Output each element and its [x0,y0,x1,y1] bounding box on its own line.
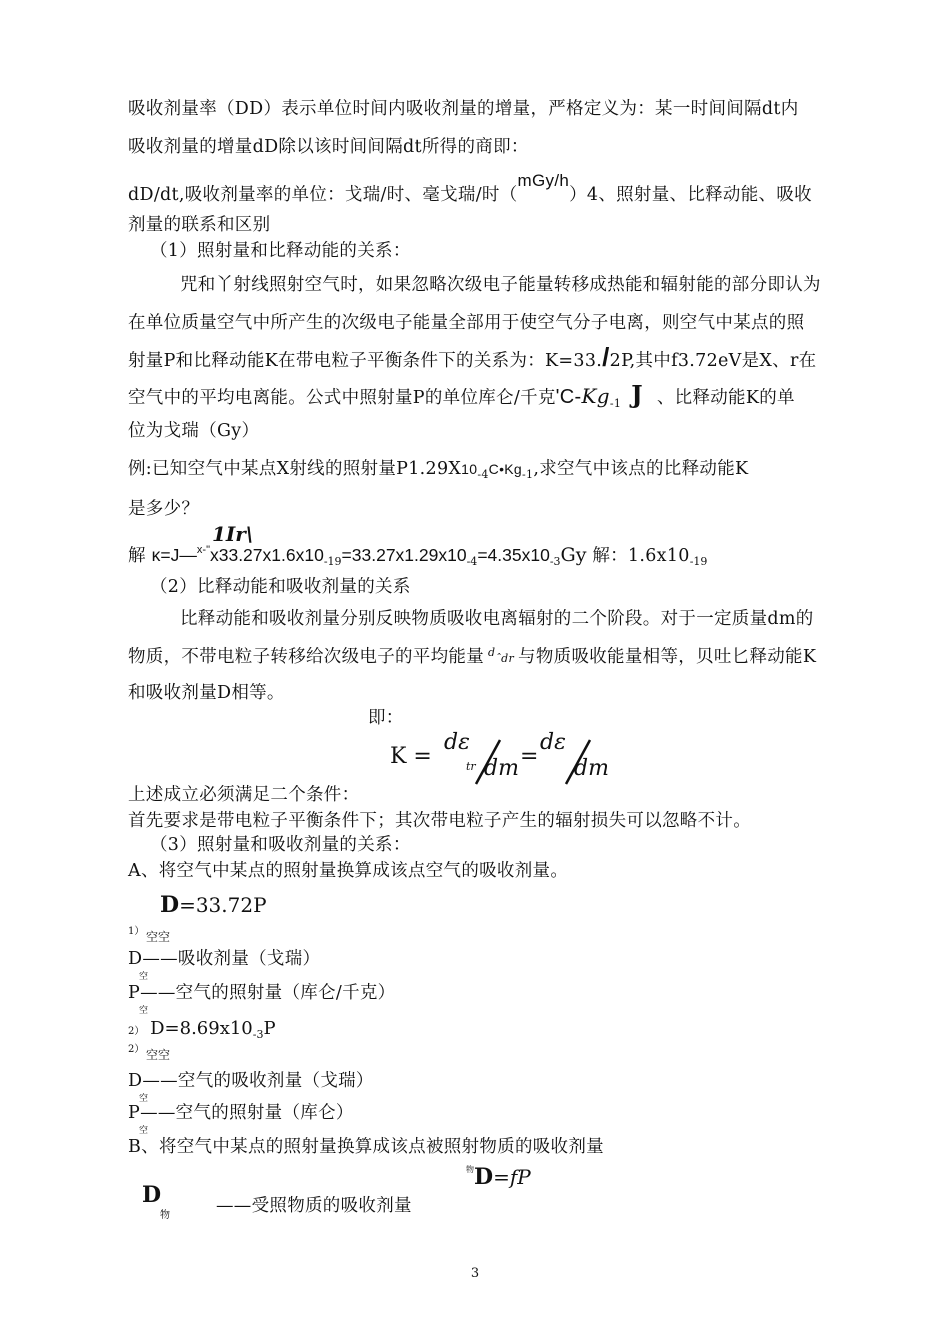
list-number: 2） [128,1044,145,1055]
text-run: 10 [461,461,478,477]
formula-line [160,892,267,918]
formula-text: D=8.69x10 [150,1018,253,1039]
paragraph-line [128,342,817,372]
formula-text: κ=J— [151,545,197,565]
unit-text: mGy/h [517,171,570,190]
unit-text: Kg [581,384,610,408]
formula-symbol: D [142,1182,162,1208]
equation-numerator: dε [444,730,470,755]
clipped-line [0,1180,950,1221]
section-heading: （2）比释动能和吸收剂量的关系 [150,577,411,597]
text-run: 解 [128,546,152,566]
paragraph-line: 吸收剂量率（DD）表示单位时间内吸收剂量的增量，严格定义为：某一时间间隔dt内 [128,99,799,119]
page-number: 3 [470,1266,480,1281]
definition-line: P——空气的照射量（库仑/千克） [128,983,396,1003]
paragraph-line: 是多少？ [128,499,200,519]
formula-symbol: D [474,1164,494,1190]
paragraph-line [128,171,812,206]
equation-denominator: dm [484,756,519,781]
formula-text: Gy [560,544,587,566]
text-run: 、比释动能K的单 [656,388,795,408]
formula-text: x-" [196,544,210,556]
formula-text: fP [509,1165,531,1189]
text-run: 2P,其中f3.72eV是X、r在 [609,351,817,371]
subscript: 空 [139,1006,149,1016]
exponent: -3 [549,555,561,568]
subscript: 空 [139,1094,149,1104]
text-run: 例:已知空气中某点X射线的照射量P1.29X [128,459,462,479]
paragraph-line: 吸收剂量的增量dD除以该时间间隔dt所得的商即： [128,137,529,157]
paragraph-line [128,646,816,670]
bracket-glyph: J [631,380,643,409]
definition-text: ——受照物质的吸收剂量 [216,1196,412,1216]
text-run: ,求空气中该点的比释动能K [533,459,749,479]
formula-text: x33.27x1.6x10 [209,545,324,565]
exponent: -19 [689,555,708,568]
exponent: -1 [609,397,622,410]
paragraph-line: B、将空气中某点的照射量换算成该点被照射物质的吸收剂量 [128,1137,604,1157]
paragraph-line: 位为戈瑞（Gy） [128,421,260,441]
text-run: 与物质吸收能量相等，贝吐匕释动能K [518,647,817,667]
paragraph-line: 首先要求是带电粒子平衡条件下；其次带电粒子产生的辐射损失可以忽略不计。 [128,811,751,831]
text-run: 空气中的平均电离能。公式中照射量P的单位库仑/千克 [128,388,556,408]
formula-text: =33.72P [179,893,267,917]
equation-numerator: dε [540,730,566,755]
solution-line [128,544,707,573]
equation-subscript: tr [466,760,476,773]
subscript-row: 空空 [146,930,171,944]
unit-text: C•Kg [488,461,523,477]
definition-line: P——空气的照射量（库仑） [128,1103,354,1123]
section-heading: （1）照射量和比释动能的关系： [150,241,411,261]
text-run: dD/dt,吸收剂量率的单位：戈瑞/时、毫戈瑞/时（ [128,185,518,205]
exponent: -1 [522,468,534,481]
paragraph-line: 即： [368,708,404,728]
paragraph-line [128,380,795,415]
formula-text: ˆdr [495,652,515,665]
equation-denominator: dm [574,756,609,781]
formula-line [128,1018,276,1041]
text-run: 物质，不带电粒子转移给次级电子的平均能量 [128,647,484,667]
paragraph-line: 和吸收剂量D相等。 [128,683,285,703]
formula-text: P [263,1018,276,1039]
exponent: -4 [466,555,478,568]
subscript: 空 [139,1126,149,1136]
exponent: -3 [252,1028,264,1041]
subscript: 空 [139,972,149,982]
fraction-slash: / [602,342,610,372]
formula-text: =4.35x10 [477,545,550,565]
subscript: 物 [466,1165,474,1174]
text-run: ）4、照射量、比释动能、吸收 [569,185,812,205]
paragraph-line [128,458,748,486]
formula-text: = [493,1165,510,1189]
definition-line: D——吸收剂量（戈瑞） [128,949,321,969]
paragraph-line: A、将空气中某点的照射量换算成该点空气的吸收剂量。 [128,861,569,881]
section-heading: （3）照射量和吸收剂量的关系： [150,835,411,855]
definition-line: D——空气的吸收剂量（戈瑞） [128,1071,374,1091]
paragraph-line: 比释动能和吸收剂量分别反映物质吸收电离辐射的二个阶段。对于一定质量dm的 [180,609,814,629]
equation-equals: = [520,744,539,769]
exponent: -4 [477,468,489,481]
text-run: 射量P和比释动能K在带电粒子平衡条件下的关系为：K=33. [128,351,603,371]
paragraph-line: 在单位质量空气中所产生的次级电子能量全部用于使空气分子电离，则空气中某点的照 [128,313,805,333]
list-number: 2） [128,1026,145,1037]
formula-symbol: D [160,892,180,918]
paragraph-line: 剂量的联系和区别 [128,215,271,235]
exponent: -19 [323,555,342,568]
equation-lhs: K = [390,744,432,769]
paragraph-line: 咒和丫射线照射空气时，如果忽略次级电子能量转移成热能和辐射能的部分即认为 [180,275,821,295]
paragraph-line: 上述成立必须满足二个条件： [128,785,360,805]
formula-text: =33.27x1.29x10 [341,545,467,565]
formula-text: d [488,646,496,659]
subscript-row: 空空 [146,1048,171,1062]
unit-text: 'C- [555,386,582,408]
subscript: 物 [160,1210,170,1221]
list-number: 1） [128,926,145,937]
formula-fragment: 1Ir\ [212,522,254,546]
text-run: 解：1.6x10 [586,546,690,566]
